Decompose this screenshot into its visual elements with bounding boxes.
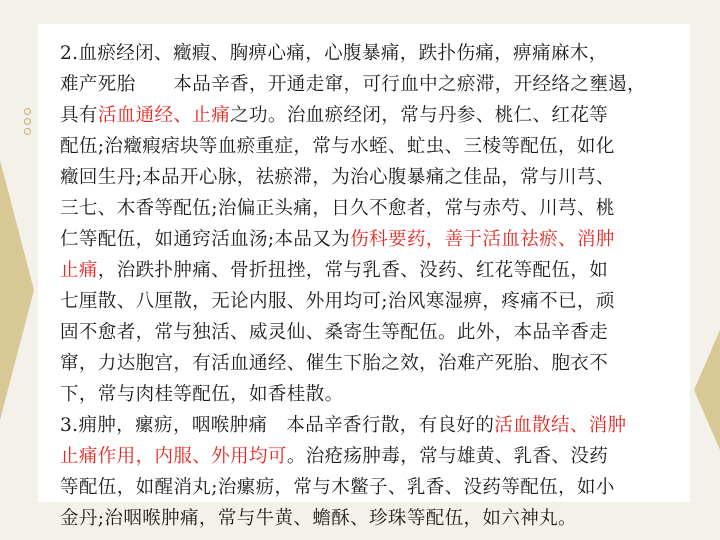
text-line: [60, 410, 680, 441]
text-segment: 三七、木香等配伍;治偏正头痛，日久不愈者，常与赤芍、川芎、桃: [60, 198, 615, 219]
highlighted-text: 活血通经、止痛: [97, 105, 231, 126]
decorative-dots: [24, 108, 34, 138]
text-line: [60, 441, 680, 472]
text-line: [60, 69, 680, 100]
text-segment: 难产死胎 本品辛香，开通走窜，可行血中之瘀滞，开经络之壅遏，: [60, 74, 646, 95]
text-line: [60, 100, 680, 131]
text-line: [60, 193, 680, 224]
highlighted-text: 止痛作用，内服、外用均可: [60, 446, 287, 467]
text-line: [60, 503, 680, 534]
text-segment: 仁等配伍，如通窍活血汤;本品又为: [60, 229, 351, 250]
highlighted-text: 止痛: [60, 260, 98, 281]
text-line: [60, 224, 680, 255]
text-line: [60, 255, 680, 286]
text-line: [60, 286, 680, 317]
text-segment: 2.血瘀经闭、癥瘕、胸痹心痛，心腹暴痛，跌扑伤痛，痹痛麻木，: [60, 43, 608, 64]
text-line: [60, 379, 680, 410]
left-decorative-triangle: [0, 160, 34, 420]
text-segment: 金丹;治咽喉肿痛，常与牛黄、蟾酥、珍珠等配伍，如六神丸。: [60, 508, 577, 529]
text-segment: 下，常与肉桂等配伍，如香桂散。: [60, 384, 344, 405]
text-segment: 3.痈肿，瘰疬，咽喉肿痛 本品辛香行散，有良好的: [60, 415, 495, 436]
text-segment: 七厘散、八厘散，无论内服、外用均可;治风寒湿痹，疼痛不已，顽: [60, 291, 615, 312]
text-line: [60, 131, 680, 162]
text-line: [60, 348, 680, 379]
highlighted-text: 活血散结、消肿: [494, 415, 627, 436]
text-body: [60, 38, 680, 534]
text-line: [60, 162, 680, 193]
text-segment: 配伍;治癥瘕痞块等血瘀重症，常与水蛭、虻虫、三棱等配伍，如化: [60, 136, 615, 157]
text-segment: 等配伍，如醒消丸;治瘰疬，常与木鳖子、乳香、没药等配伍，如小: [60, 477, 615, 498]
text-line: [60, 38, 680, 69]
text-segment: ，治跌扑肿痛、骨折扭挫，常与乳香、没药、红花等配伍，如: [97, 260, 609, 281]
text-line: [60, 472, 680, 503]
right-decorative-triangle: [694, 330, 720, 450]
text-segment: 。治疮疡肿毒，常与雄黄、乳香、没药: [286, 446, 609, 467]
text-segment: 窜，力达胞宫，有活血通经、催生下胎之效，治难产死胎、胞衣不: [60, 353, 609, 374]
text-segment: 具有: [60, 105, 98, 126]
text-segment: 癥回生丹;本品开心脉，祛瘀滞，为治心腹暴痛之佳品，常与川芎、: [60, 167, 615, 188]
text-segment: 之功。治血瘀经闭，常与丹参、桃仁、红花等: [230, 105, 609, 126]
highlighted-text: 伤科要药，善于活血祛瘀、消肿: [350, 229, 615, 250]
text-line: [60, 317, 680, 348]
text-segment: 固不愈者，常与独活、威灵仙、桑寄生等配伍。此外，本品辛香走: [60, 322, 609, 343]
